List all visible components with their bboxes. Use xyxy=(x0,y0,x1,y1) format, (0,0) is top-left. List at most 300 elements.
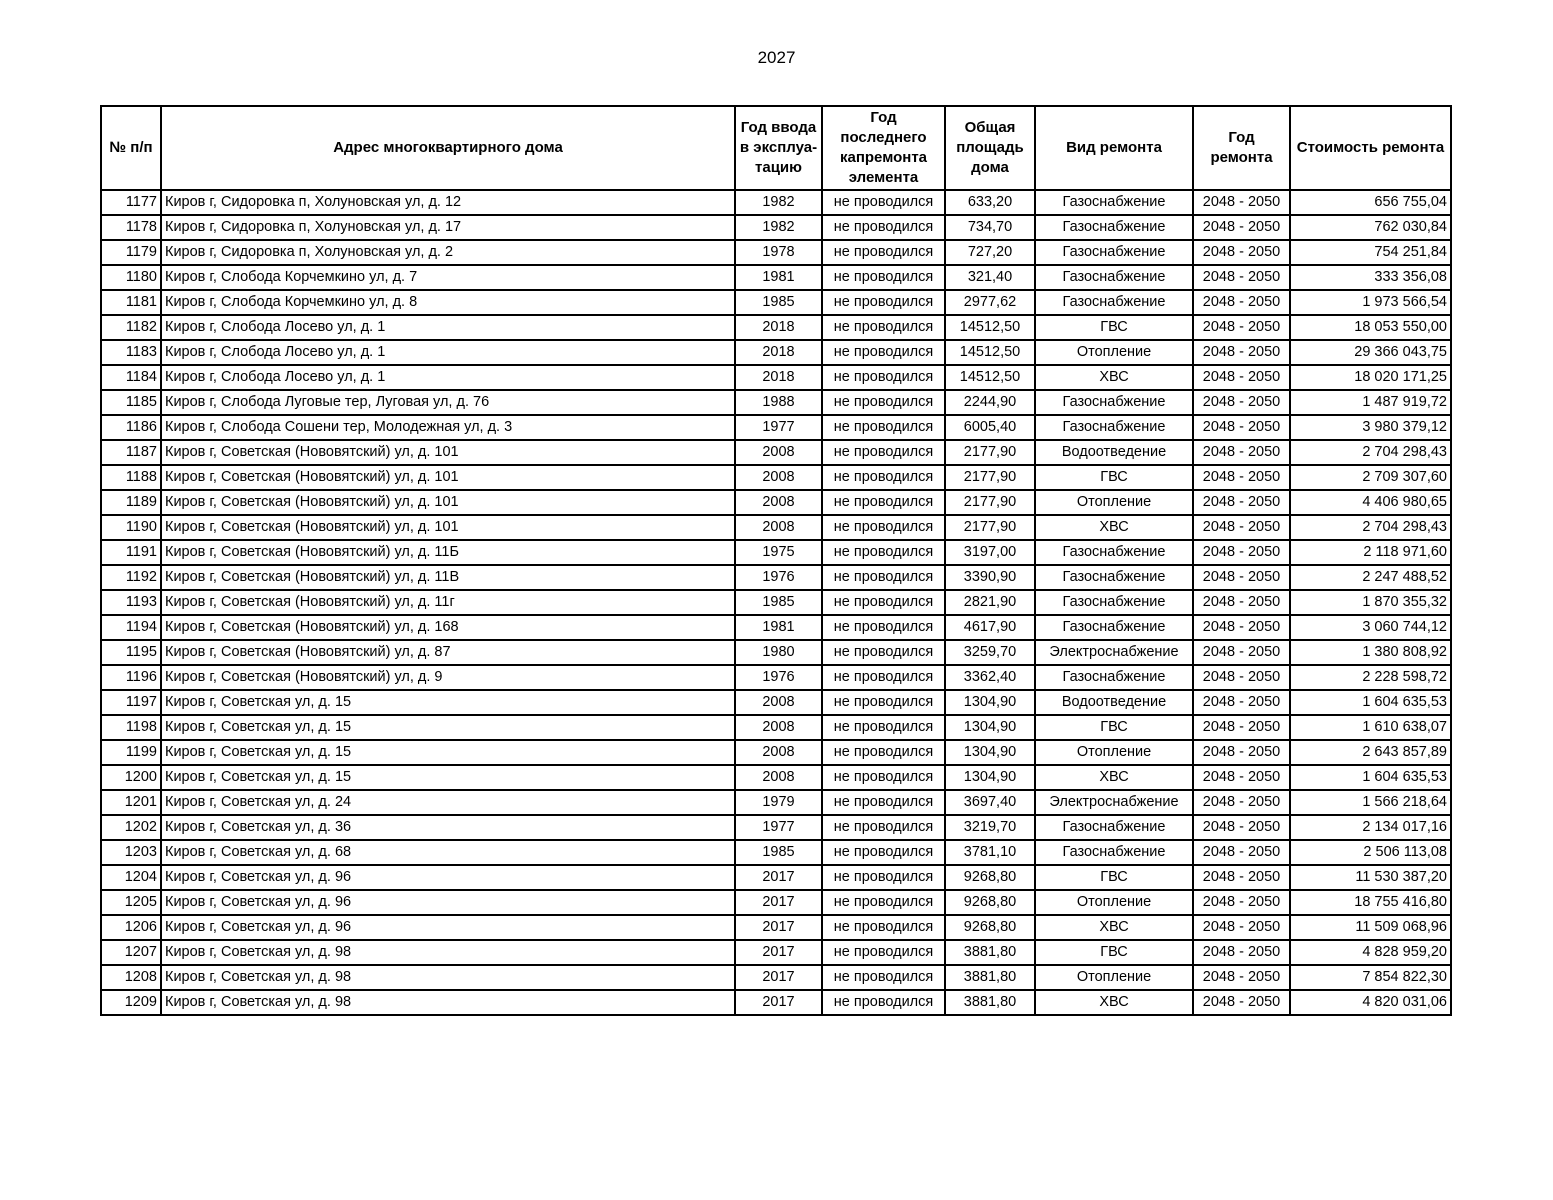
cell-num: 1188 xyxy=(101,465,161,490)
cell-year-built: 2017 xyxy=(735,865,822,890)
cell-address: Киров г, Советская ул, д. 98 xyxy=(161,990,735,1015)
cell-cost: 1 610 638,07 xyxy=(1290,715,1451,740)
cell-year-built: 1977 xyxy=(735,815,822,840)
cell-repair-year: 2048 - 2050 xyxy=(1193,740,1290,765)
cell-address: Киров г, Советская (Нововятский) ул, д. 101 xyxy=(161,515,735,540)
cell-year-built: 1975 xyxy=(735,540,822,565)
cell-num: 1191 xyxy=(101,540,161,565)
cell-repair-year: 2048 - 2050 xyxy=(1193,240,1290,265)
cell-last-repair: не проводился xyxy=(822,465,945,490)
cell-repair-year: 2048 - 2050 xyxy=(1193,415,1290,440)
table-row xyxy=(101,765,1451,790)
table-row xyxy=(101,215,1451,240)
cell-cost: 29 366 043,75 xyxy=(1290,340,1451,365)
cell-address: Киров г, Советская ул, д. 96 xyxy=(161,890,735,915)
cell-address: Киров г, Советская ул, д. 96 xyxy=(161,865,735,890)
cell-area: 3362,40 xyxy=(945,665,1035,690)
cell-year-built: 1982 xyxy=(735,215,822,240)
cell-address: Киров г, Советская (Нововятский) ул, д. 87 xyxy=(161,640,735,665)
repair-schedule-table xyxy=(100,105,1452,1016)
cell-cost: 754 251,84 xyxy=(1290,240,1451,265)
table-row xyxy=(101,965,1451,990)
cell-year-built: 1979 xyxy=(735,790,822,815)
cell-repair-type: Газоснабжение xyxy=(1035,240,1193,265)
cell-cost: 3 980 379,12 xyxy=(1290,415,1451,440)
cell-num: 1182 xyxy=(101,315,161,340)
cell-last-repair: не проводился xyxy=(822,690,945,715)
cell-num: 1199 xyxy=(101,740,161,765)
cell-num: 1198 xyxy=(101,715,161,740)
cell-num: 1183 xyxy=(101,340,161,365)
cell-repair-type: ГВС xyxy=(1035,465,1193,490)
table-row xyxy=(101,915,1451,940)
header-repair-year: Год ремонта xyxy=(1193,106,1290,190)
table-row xyxy=(101,990,1451,1015)
cell-address: Киров г, Слобода Лосево ул, д. 1 xyxy=(161,340,735,365)
table-row xyxy=(101,265,1451,290)
cell-year-built: 2018 xyxy=(735,315,822,340)
cell-area: 1304,90 xyxy=(945,715,1035,740)
cell-repair-year: 2048 - 2050 xyxy=(1193,640,1290,665)
table-row xyxy=(101,865,1451,890)
cell-repair-year: 2048 - 2050 xyxy=(1193,665,1290,690)
cell-area: 3781,10 xyxy=(945,840,1035,865)
cell-address: Киров г, Слобода Сошени тер, Молодежная ул, д. 3 xyxy=(161,415,735,440)
cell-area: 3881,80 xyxy=(945,940,1035,965)
cell-repair-year: 2048 - 2050 xyxy=(1193,515,1290,540)
cell-cost: 1 870 355,32 xyxy=(1290,590,1451,615)
cell-repair-type: ХВС xyxy=(1035,765,1193,790)
table-row xyxy=(101,540,1451,565)
cell-num: 1197 xyxy=(101,690,161,715)
cell-repair-year: 2048 - 2050 xyxy=(1193,965,1290,990)
cell-last-repair: не проводился xyxy=(822,240,945,265)
cell-last-repair: не проводился xyxy=(822,365,945,390)
header-area: Общая площадь дома xyxy=(945,106,1035,190)
cell-repair-year: 2048 - 2050 xyxy=(1193,190,1290,215)
cell-last-repair: не проводился xyxy=(822,290,945,315)
cell-year-built: 1985 xyxy=(735,840,822,865)
cell-num: 1184 xyxy=(101,365,161,390)
cell-address: Киров г, Сидоровка п, Холуновская ул, д. 2 xyxy=(161,240,735,265)
cell-num: 1189 xyxy=(101,490,161,515)
cell-repair-type: Электроснабжение xyxy=(1035,790,1193,815)
cell-num: 1205 xyxy=(101,890,161,915)
cell-cost: 1 604 635,53 xyxy=(1290,765,1451,790)
cell-repair-type: Газоснабжение xyxy=(1035,390,1193,415)
cell-cost: 1 487 919,72 xyxy=(1290,390,1451,415)
cell-cost: 656 755,04 xyxy=(1290,190,1451,215)
cell-area: 14512,50 xyxy=(945,365,1035,390)
cell-num: 1181 xyxy=(101,290,161,315)
table-row xyxy=(101,890,1451,915)
cell-area: 1304,90 xyxy=(945,690,1035,715)
cell-last-repair: не проводился xyxy=(822,790,945,815)
table-row xyxy=(101,415,1451,440)
cell-last-repair: не проводился xyxy=(822,840,945,865)
cell-area: 6005,40 xyxy=(945,415,1035,440)
cell-cost: 4 828 959,20 xyxy=(1290,940,1451,965)
table-row xyxy=(101,190,1451,215)
table-row xyxy=(101,490,1451,515)
cell-year-built: 2008 xyxy=(735,440,822,465)
cell-year-built: 2017 xyxy=(735,965,822,990)
cell-num: 1202 xyxy=(101,815,161,840)
cell-last-repair: не проводился xyxy=(822,590,945,615)
table-row xyxy=(101,840,1451,865)
cell-cost: 333 356,08 xyxy=(1290,265,1451,290)
cell-area: 3697,40 xyxy=(945,790,1035,815)
cell-area: 734,70 xyxy=(945,215,1035,240)
table-row xyxy=(101,240,1451,265)
cell-repair-type: Отопление xyxy=(1035,890,1193,915)
cell-address: Киров г, Советская ул, д. 36 xyxy=(161,815,735,840)
cell-num: 1180 xyxy=(101,265,161,290)
cell-address: Киров г, Советская ул, д. 24 xyxy=(161,790,735,815)
cell-address: Киров г, Советская (Нововятский) ул, д. 11г xyxy=(161,590,735,615)
table-row xyxy=(101,615,1451,640)
cell-repair-year: 2048 - 2050 xyxy=(1193,715,1290,740)
cell-last-repair: не проводился xyxy=(822,665,945,690)
cell-area: 2177,90 xyxy=(945,440,1035,465)
cell-repair-year: 2048 - 2050 xyxy=(1193,765,1290,790)
cell-repair-type: Газоснабжение xyxy=(1035,290,1193,315)
cell-num: 1190 xyxy=(101,515,161,540)
cell-repair-type: Газоснабжение xyxy=(1035,840,1193,865)
cell-repair-type: Газоснабжение xyxy=(1035,190,1193,215)
cell-repair-year: 2048 - 2050 xyxy=(1193,890,1290,915)
cell-repair-type: Газоснабжение xyxy=(1035,540,1193,565)
cell-last-repair: не проводился xyxy=(822,390,945,415)
cell-repair-year: 2048 - 2050 xyxy=(1193,265,1290,290)
page-number: 2027 xyxy=(757,48,796,67)
cell-year-built: 2017 xyxy=(735,890,822,915)
cell-last-repair: не проводился xyxy=(822,540,945,565)
cell-repair-year: 2048 - 2050 xyxy=(1193,465,1290,490)
cell-num: 1179 xyxy=(101,240,161,265)
cell-cost: 2 247 488,52 xyxy=(1290,565,1451,590)
cell-cost: 4 406 980,65 xyxy=(1290,490,1451,515)
cell-num: 1208 xyxy=(101,965,161,990)
table-header-row xyxy=(101,106,1451,190)
cell-cost: 11 530 387,20 xyxy=(1290,865,1451,890)
cell-area: 2177,90 xyxy=(945,465,1035,490)
cell-last-repair: не проводился xyxy=(822,415,945,440)
cell-cost: 2 709 307,60 xyxy=(1290,465,1451,490)
cell-repair-year: 2048 - 2050 xyxy=(1193,440,1290,465)
cell-year-built: 1976 xyxy=(735,565,822,590)
cell-last-repair: не проводился xyxy=(822,490,945,515)
cell-num: 1186 xyxy=(101,415,161,440)
cell-repair-year: 2048 - 2050 xyxy=(1193,990,1290,1015)
cell-repair-year: 2048 - 2050 xyxy=(1193,565,1290,590)
cell-last-repair: не проводился xyxy=(822,865,945,890)
cell-year-built: 2017 xyxy=(735,915,822,940)
header-last-repair: Год последнего капремонта элемента xyxy=(822,106,945,190)
cell-num: 1201 xyxy=(101,790,161,815)
cell-cost: 1 604 635,53 xyxy=(1290,690,1451,715)
cell-area: 633,20 xyxy=(945,190,1035,215)
cell-cost: 1 973 566,54 xyxy=(1290,290,1451,315)
cell-cost: 18 053 550,00 xyxy=(1290,315,1451,340)
cell-last-repair: не проводился xyxy=(822,215,945,240)
cell-num: 1177 xyxy=(101,190,161,215)
cell-area: 14512,50 xyxy=(945,315,1035,340)
cell-year-built: 1976 xyxy=(735,665,822,690)
table-row xyxy=(101,690,1451,715)
cell-last-repair: не проводился xyxy=(822,440,945,465)
cell-address: Киров г, Советская ул, д. 68 xyxy=(161,840,735,865)
cell-repair-year: 2048 - 2050 xyxy=(1193,390,1290,415)
cell-repair-type: ХВС xyxy=(1035,515,1193,540)
cell-last-repair: не проводился xyxy=(822,265,945,290)
table-row xyxy=(101,740,1451,765)
cell-address: Киров г, Сидоровка п, Холуновская ул, д. 12 xyxy=(161,190,735,215)
cell-repair-year: 2048 - 2050 xyxy=(1193,540,1290,565)
cell-year-built: 2008 xyxy=(735,515,822,540)
cell-address: Киров г, Советская ул, д. 98 xyxy=(161,965,735,990)
cell-cost: 2 228 598,72 xyxy=(1290,665,1451,690)
cell-repair-type: ХВС xyxy=(1035,915,1193,940)
cell-year-built: 2017 xyxy=(735,940,822,965)
cell-repair-type: ХВС xyxy=(1035,990,1193,1015)
cell-num: 1203 xyxy=(101,840,161,865)
table-row xyxy=(101,565,1451,590)
cell-repair-year: 2048 - 2050 xyxy=(1193,315,1290,340)
cell-cost: 762 030,84 xyxy=(1290,215,1451,240)
cell-repair-type: ГВС xyxy=(1035,865,1193,890)
cell-last-repair: не проводился xyxy=(822,640,945,665)
cell-repair-type: Газоснабжение xyxy=(1035,590,1193,615)
cell-repair-type: Газоснабжение xyxy=(1035,615,1193,640)
cell-repair-year: 2048 - 2050 xyxy=(1193,365,1290,390)
cell-area: 2977,62 xyxy=(945,290,1035,315)
cell-address: Киров г, Слобода Корчемкино ул, д. 8 xyxy=(161,290,735,315)
cell-year-built: 1977 xyxy=(735,415,822,440)
cell-area: 1304,90 xyxy=(945,740,1035,765)
cell-repair-type: Отопление xyxy=(1035,490,1193,515)
cell-year-built: 1988 xyxy=(735,390,822,415)
table-row xyxy=(101,815,1451,840)
cell-area: 9268,80 xyxy=(945,865,1035,890)
cell-address: Киров г, Советская ул, д. 15 xyxy=(161,765,735,790)
cell-repair-year: 2048 - 2050 xyxy=(1193,340,1290,365)
cell-address: Киров г, Советская ул, д. 15 xyxy=(161,715,735,740)
header-year-built: Год ввода в эксплуа-тацию xyxy=(735,106,822,190)
cell-last-repair: не проводился xyxy=(822,190,945,215)
cell-last-repair: не проводился xyxy=(822,615,945,640)
cell-year-built: 1985 xyxy=(735,590,822,615)
cell-last-repair: не проводился xyxy=(822,815,945,840)
cell-area: 727,20 xyxy=(945,240,1035,265)
cell-address: Киров г, Советская (Нововятский) ул, д. 101 xyxy=(161,465,735,490)
cell-cost: 7 854 822,30 xyxy=(1290,965,1451,990)
table-row xyxy=(101,365,1451,390)
cell-address: Киров г, Советская (Нововятский) ул, д. 11В xyxy=(161,565,735,590)
cell-repair-type: Газоснабжение xyxy=(1035,415,1193,440)
cell-last-repair: не проводился xyxy=(822,515,945,540)
cell-last-repair: не проводился xyxy=(822,565,945,590)
cell-repair-type: Газоснабжение xyxy=(1035,665,1193,690)
cell-cost: 2 506 113,08 xyxy=(1290,840,1451,865)
cell-repair-type: Водоотведение xyxy=(1035,690,1193,715)
cell-last-repair: не проводился xyxy=(822,965,945,990)
cell-area: 321,40 xyxy=(945,265,1035,290)
header-cost: Стоимость ремонта xyxy=(1290,106,1451,190)
cell-num: 1206 xyxy=(101,915,161,940)
cell-num: 1185 xyxy=(101,390,161,415)
cell-address: Киров г, Советская (Нововятский) ул, д. 11Б xyxy=(161,540,735,565)
cell-area: 3881,80 xyxy=(945,990,1035,1015)
cell-cost: 2 118 971,60 xyxy=(1290,540,1451,565)
cell-num: 1200 xyxy=(101,765,161,790)
cell-repair-type: Отопление xyxy=(1035,740,1193,765)
cell-cost: 1 566 218,64 xyxy=(1290,790,1451,815)
table-row xyxy=(101,515,1451,540)
cell-last-repair: не проводился xyxy=(822,940,945,965)
cell-num: 1187 xyxy=(101,440,161,465)
cell-address: Киров г, Советская (Нововятский) ул, д. 168 xyxy=(161,615,735,640)
cell-last-repair: не проводился xyxy=(822,340,945,365)
table-row xyxy=(101,440,1451,465)
cell-year-built: 2008 xyxy=(735,765,822,790)
cell-year-built: 1982 xyxy=(735,190,822,215)
cell-address: Киров г, Слобода Лосево ул, д. 1 xyxy=(161,315,735,340)
table-row xyxy=(101,340,1451,365)
cell-repair-type: Отопление xyxy=(1035,340,1193,365)
cell-address: Киров г, Советская ул, д. 15 xyxy=(161,690,735,715)
cell-address: Киров г, Слобода Луговые тер, Луговая ул, д. 76 xyxy=(161,390,735,415)
cell-repair-year: 2048 - 2050 xyxy=(1193,865,1290,890)
cell-year-built: 2008 xyxy=(735,715,822,740)
cell-repair-type: Электроснабжение xyxy=(1035,640,1193,665)
cell-year-built: 1980 xyxy=(735,640,822,665)
cell-num: 1192 xyxy=(101,565,161,590)
cell-cost: 4 820 031,06 xyxy=(1290,990,1451,1015)
cell-last-repair: не проводился xyxy=(822,315,945,340)
cell-address: Киров г, Сидоровка п, Холуновская ул, д. 17 xyxy=(161,215,735,240)
cell-repair-type: Водоотведение xyxy=(1035,440,1193,465)
cell-area: 3390,90 xyxy=(945,565,1035,590)
cell-year-built: 2017 xyxy=(735,990,822,1015)
cell-repair-year: 2048 - 2050 xyxy=(1193,940,1290,965)
cell-cost: 18 755 416,80 xyxy=(1290,890,1451,915)
cell-repair-year: 2048 - 2050 xyxy=(1193,690,1290,715)
cell-area: 14512,50 xyxy=(945,340,1035,365)
cell-last-repair: не проводился xyxy=(822,765,945,790)
table-body xyxy=(101,190,1451,1015)
cell-repair-type: ГВС xyxy=(1035,940,1193,965)
table-row xyxy=(101,640,1451,665)
cell-area: 2177,90 xyxy=(945,515,1035,540)
cell-area: 2244,90 xyxy=(945,390,1035,415)
cell-year-built: 2008 xyxy=(735,490,822,515)
cell-area: 3197,00 xyxy=(945,540,1035,565)
cell-num: 1196 xyxy=(101,665,161,690)
cell-area: 9268,80 xyxy=(945,890,1035,915)
cell-cost: 11 509 068,96 xyxy=(1290,915,1451,940)
table-row xyxy=(101,390,1451,415)
cell-cost: 3 060 744,12 xyxy=(1290,615,1451,640)
header-address: Адрес многоквартирного дома xyxy=(161,106,735,190)
cell-area: 2177,90 xyxy=(945,490,1035,515)
cell-repair-type: Газоснабжение xyxy=(1035,265,1193,290)
cell-repair-year: 2048 - 2050 xyxy=(1193,615,1290,640)
cell-last-repair: не проводился xyxy=(822,915,945,940)
cell-num: 1193 xyxy=(101,590,161,615)
cell-repair-type: Газоснабжение xyxy=(1035,215,1193,240)
table-row xyxy=(101,940,1451,965)
cell-repair-year: 2048 - 2050 xyxy=(1193,790,1290,815)
cell-area: 3219,70 xyxy=(945,815,1035,840)
cell-area: 4617,90 xyxy=(945,615,1035,640)
cell-cost: 1 380 808,92 xyxy=(1290,640,1451,665)
cell-address: Киров г, Советская (Нововятский) ул, д. 9 xyxy=(161,665,735,690)
cell-address: Киров г, Советская ул, д. 15 xyxy=(161,740,735,765)
cell-cost: 18 020 171,25 xyxy=(1290,365,1451,390)
cell-last-repair: не проводился xyxy=(822,890,945,915)
cell-area: 3259,70 xyxy=(945,640,1035,665)
cell-repair-year: 2048 - 2050 xyxy=(1193,815,1290,840)
cell-repair-type: ГВС xyxy=(1035,715,1193,740)
cell-year-built: 2008 xyxy=(735,690,822,715)
cell-year-built: 1978 xyxy=(735,240,822,265)
cell-num: 1178 xyxy=(101,215,161,240)
cell-cost: 2 704 298,43 xyxy=(1290,440,1451,465)
cell-num: 1194 xyxy=(101,615,161,640)
header-repair-type: Вид ремонта xyxy=(1035,106,1193,190)
cell-repair-type: Газоснабжение xyxy=(1035,565,1193,590)
cell-repair-year: 2048 - 2050 xyxy=(1193,215,1290,240)
cell-address: Киров г, Слобода Корчемкино ул, д. 7 xyxy=(161,265,735,290)
cell-address: Киров г, Советская (Нововятский) ул, д. 101 xyxy=(161,440,735,465)
cell-cost: 2 704 298,43 xyxy=(1290,515,1451,540)
cell-repair-type: Отопление xyxy=(1035,965,1193,990)
cell-repair-type: Газоснабжение xyxy=(1035,815,1193,840)
table-row xyxy=(101,290,1451,315)
cell-area: 9268,80 xyxy=(945,915,1035,940)
cell-area: 3881,80 xyxy=(945,965,1035,990)
cell-address: Киров г, Советская (Нововятский) ул, д. 101 xyxy=(161,490,735,515)
cell-year-built: 2018 xyxy=(735,365,822,390)
cell-address: Киров г, Советская ул, д. 96 xyxy=(161,915,735,940)
cell-repair-type: ХВС xyxy=(1035,365,1193,390)
cell-repair-year: 2048 - 2050 xyxy=(1193,490,1290,515)
cell-num: 1195 xyxy=(101,640,161,665)
cell-num: 1209 xyxy=(101,990,161,1015)
cell-area: 2821,90 xyxy=(945,590,1035,615)
table-row xyxy=(101,465,1451,490)
cell-year-built: 1981 xyxy=(735,265,822,290)
table-row xyxy=(101,590,1451,615)
cell-year-built: 2008 xyxy=(735,740,822,765)
table-row xyxy=(101,665,1451,690)
cell-year-built: 2008 xyxy=(735,465,822,490)
cell-repair-year: 2048 - 2050 xyxy=(1193,590,1290,615)
cell-num: 1204 xyxy=(101,865,161,890)
cell-last-repair: не проводился xyxy=(822,990,945,1015)
cell-repair-year: 2048 - 2050 xyxy=(1193,840,1290,865)
cell-num: 1207 xyxy=(101,940,161,965)
cell-repair-year: 2048 - 2050 xyxy=(1193,290,1290,315)
table-row xyxy=(101,715,1451,740)
cell-year-built: 1985 xyxy=(735,290,822,315)
cell-repair-type: ГВС xyxy=(1035,315,1193,340)
cell-last-repair: не проводился xyxy=(822,740,945,765)
table-row xyxy=(101,790,1451,815)
cell-cost: 2 643 857,89 xyxy=(1290,740,1451,765)
cell-address: Киров г, Слобода Лосево ул, д. 1 xyxy=(161,365,735,390)
